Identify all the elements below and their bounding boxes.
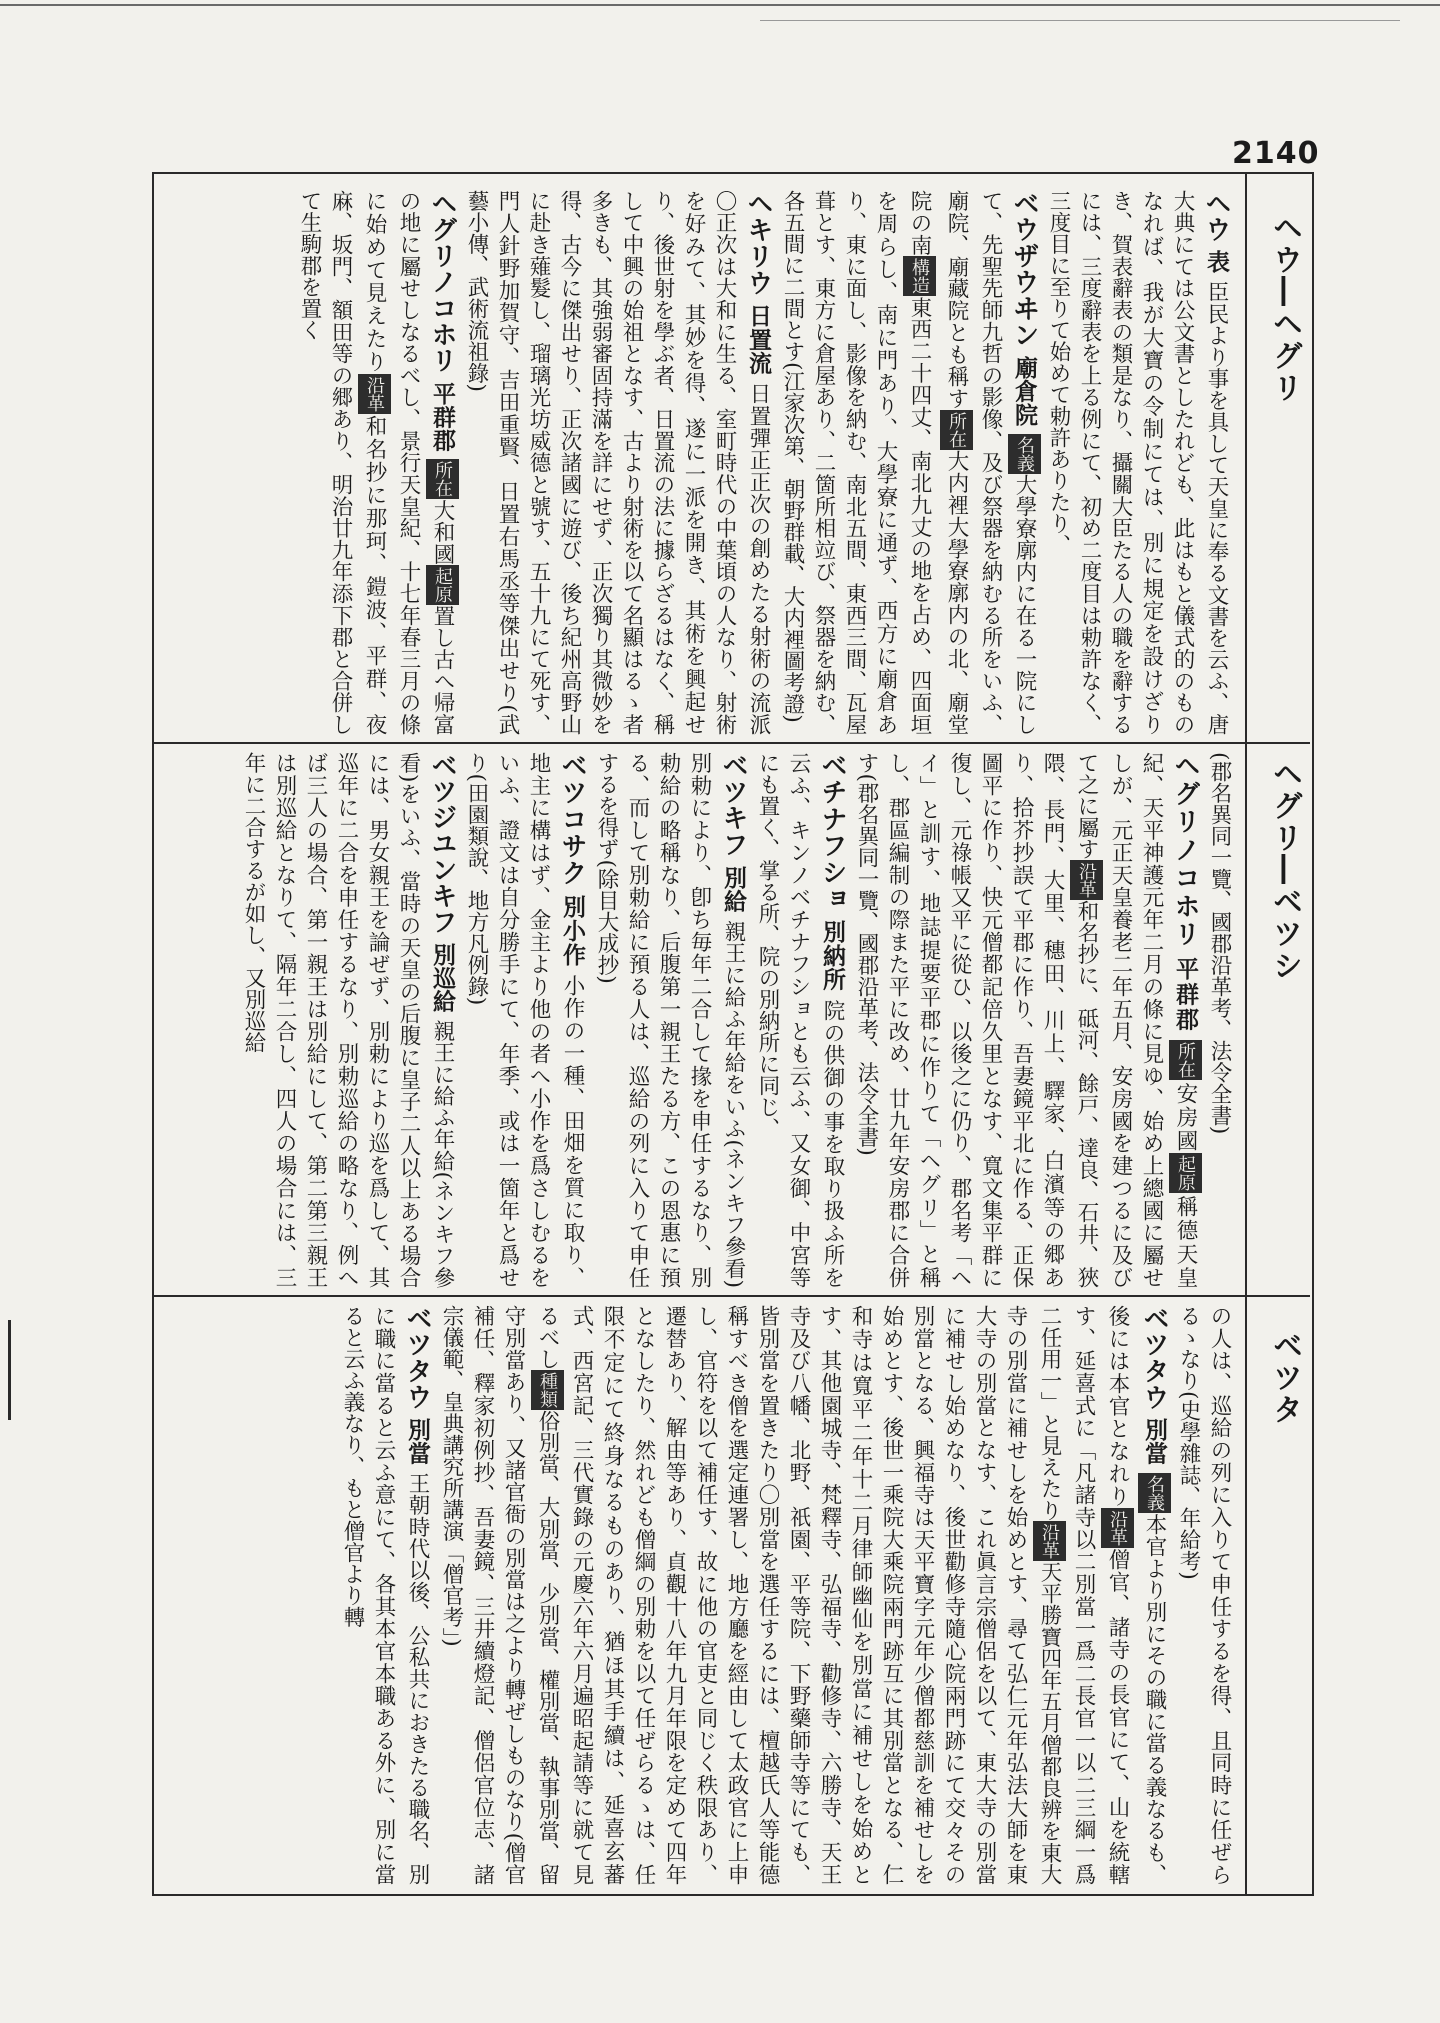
entry-beuzauin — [780, 190, 1037, 735]
running-head-top: ヘウ―ヘグリ — [1267, 212, 1302, 404]
entry-body: 親王に給ふ年給をいふ(ネンキフ參看)別勅により、卽ち毎年二合して掾を申任するなり、別勅給の略稱なり、后腹第一親王たる方、この恩惠に預る、而して別勅給に預る人は、巡給の列に入りて申任するを得ず(除目大成抄) — [594, 752, 746, 1288]
entry-tag: 名義 — [1008, 434, 1041, 474]
entry-betsujunkifu — [241, 752, 455, 1288]
entry-body: 王朝時代以後、公私共におきたる職名、別に職に當ると云ふ意にて、各其本官本職ある外に、別に當ると云ふ義なり、もと僧官より轉 — [340, 1305, 430, 1885]
entry-tag: 沿革 — [358, 374, 391, 414]
text-block-bottom — [175, 1305, 1235, 1885]
entry-tag: 起原 — [426, 565, 459, 605]
section-divider-upper — [152, 742, 1310, 744]
entry-bechinafusho — [755, 752, 845, 1288]
entry-body: 和名抄に那珂、鎧波、平群、夜麻、坂門、額田等の郷あり、明治廿九年添下郡と合併して生駒郡を置く — [297, 190, 387, 735]
entry-heading: ベウザウヰン — [1009, 190, 1039, 348]
entry-kanji: 平群郡 — [1172, 956, 1199, 1033]
entry-kanji: 別納所 — [819, 920, 846, 992]
entry-body: 僧官、諸寺の長官にて、山を統轄す、延喜式に「凡諸寺以二別當一爲二長官一以二三綱一爲二任用一」と見えたり — [1037, 1305, 1130, 1885]
entry-body: 臣民より事を具して天皇に奉る文書を云ふ、唐大典にては公文書としたれども、此はもと儀式的のものなれば、我が大寶の令制にては、別に規定を設けざりき、賀表辭表の類是なり、攝關大臣たる人の職を辭するには、三度辭表を上る例にて、初め二度目は勅許なく、三度目に至りて始めて勅許ありたり、 — [1046, 190, 1229, 735]
entry-body: 俗別當、大別當、少別當、權別當、執事別當、留守別當あり、又諸官衙の別當は之より轉ぜしものなり(僧官補任、釋家初例抄、吾妻鏡、三井續燈記、僧侶官位志、諸宗儀範、皇典講究所講演「僧官考」) — [439, 1305, 560, 1885]
entry-body: 小作の一種、田畑を質に取り、地主に構はず、金主より他の者へ小作を爲さしむるをいふ、證文は自分勝手にて、年季、或は一箇年と爲せり(田園類說、地方凡例錄) — [464, 752, 585, 1288]
entry-kanji: 別給 — [720, 865, 747, 913]
entry-betsukifu — [594, 752, 746, 1288]
entry-kanji: 表 — [1203, 250, 1230, 274]
entry-heading: ヘグリノコホリ — [427, 190, 457, 374]
entry-body: 東西二十四丈、南北九丈の地を占め、四面垣を周らし、南に門あり、大學寮に通ず、西方に廟倉あり、東に面し、影像を納む、南北五間、東西三間、瓦屋葺とす、東方に倉屋あり、二箇所相竝び、祭器を納む、各五間に二間とす(江家次第、朝野群載、大内裡圖考證) — [780, 190, 932, 735]
entry-continuation — [1176, 1305, 1232, 1885]
entry-tag: 沿革 — [1033, 1521, 1066, 1561]
entry-body: (郡名異同一覽、國郡沿革考、法令全書) — [1207, 752, 1232, 1135]
entry-body: 大内裡大學寮廓内の北、廟堂院の南 — [907, 190, 969, 735]
entry-body: 稱德天皇紀、天平神護元年二月の條に見ゆ、始め上總國に屬せしが、元正天皇養老二年五月、安房國を建つるに及びて之に屬す — [1074, 752, 1198, 1288]
entry-kanji: 別當 — [404, 1417, 431, 1465]
entry-continuation — [1207, 752, 1232, 1134]
entry-tag: 構造 — [903, 256, 936, 296]
entry-heading: ベツキフ — [718, 752, 748, 858]
running-head-bottom: ベツタ — [1267, 1330, 1302, 1426]
entry-betsutau-monk — [439, 1305, 1167, 1885]
entry-tag: 沿革 — [1070, 860, 1103, 900]
entry-kanji: 廟倉院 — [1011, 355, 1038, 426]
running-head-middle: ヘグリ―ベツシ — [1267, 758, 1302, 982]
entry-tag: 所在 — [1169, 1040, 1202, 1080]
entry-heading: ベツコサク — [557, 752, 587, 887]
entry-kanji: 平群郡 — [429, 381, 456, 452]
entry-body: 本官より別にその職に當る義なるも、後には本官となれり — [1105, 1305, 1167, 1885]
top-thin-line — [760, 20, 1400, 21]
entry-body: の人は、巡給の列に入りて申任するを得、且同時に任ぜらるゝなり(史學雜誌、年給考) — [1176, 1305, 1232, 1885]
entry-heguri-awa — [854, 752, 1198, 1288]
entry-heguri-yamato — [297, 190, 455, 735]
entry-tag: 沿革 — [1101, 1508, 1134, 1548]
entry-kanji: 別當 — [1141, 1418, 1168, 1466]
entry-betsutau-official — [340, 1305, 430, 1885]
running-head-rule — [1245, 172, 1247, 1894]
entry-body: 和名抄に、砥河、餘戸、達良、石井、狹隈、長門、大里、穗田、川上、驛家、白濱等の郷あり、拾芥抄誤て平郡に作り、吾妻鏡平北に作る、正保圖平に作り、快元僧都記倍久里となす、寬文集平群に復し、元祿帳又平に從ひ、以後之に仍り、郡名考「ヘイ」と訓す、地誌提要平郡に作りて「ヘグリ」と稱し、郡區編制の際また平に改め、廿九年安房郡に合併す(郡名異同一覽、國郡沿革考、法令全書) — [854, 752, 1099, 1288]
text-block-top — [175, 190, 1235, 735]
entry-tag: 起原 — [1169, 1153, 1202, 1193]
top-border-line — [0, 4, 1440, 6]
entry-body: 親王に給ふ年給(ネンキフ參看)をいふ、當時の天皇の后腹に皇子二人以上ある場合には、男女親王を論ぜず、別勅により巡を爲して、其巡年に二合を申任するなり、別勅巡給の略なり、例へば三人の場合、第一親王は別給にして、第二第三親王は別巡給となりて、隔年二合し、四人の場合には、三年に二合するが如し、又別巡給 — [241, 752, 455, 1288]
entry-tag: 所在 — [426, 459, 459, 499]
entry-kanji: 別小作 — [559, 894, 586, 967]
entry-hekiriu — [464, 190, 771, 735]
page-number: 2140 — [1232, 136, 1320, 171]
left-margin-mark — [8, 1320, 11, 1420]
entry-body: 天平勝寶四年五月僧都良辨を東大寺の別當に補せしを始めとす、尋て弘仁元年弘法大師を東大寺の別當となす、これ眞言宗僧侶を以て、東大寺の別當に補せし始めなり、後世勸修寺隨心院兩門跡にて交々その別當となる、興福寺は天平寶字元年少僧都慈訓を補せしを始めとす、後世一乘院大乘院兩門跡互に其別當となる、仁和寺は寬平二年十二月律師幽仙を別當に補せしを始めとす、其他園城寺、梵釋寺、弘福寺、勸修寺、六勝寺、天王寺及び八幡、北野、祇園、平等院、下野藥師寺等にても、皆別當を置きたり〇別當を選任するには、檀越氏人等能德稱すべき僧を選定連署し、地方廳を經由して太政官に上申し、官符を以て補任す、故に他の官吏と同じく秩限あり、遷替あり、解由等あり、貞觀十八年九月年限を定めて四年となしたり、然れども僧綱の別勅を以て任ぜらるゝは、任限不定にて終身なるものあり、猶ほ其手續は、延喜玄蕃式、西宮記、三代實錄の元慶六年六月遍昭起請等に就て見るべし — [535, 1305, 1062, 1885]
entry-tag: 所在 — [940, 410, 973, 450]
entry-heading: ベツジユンキフ — [427, 752, 457, 935]
entry-body: 大學寮廓内に在る一院にして、先聖先師九哲の影像、及び祭器を納むる所をいふ、廟院、廟藏院とも稱す — [944, 190, 1037, 735]
section-divider-lower — [152, 1295, 1310, 1297]
entry-tag: 名義 — [1138, 1473, 1171, 1513]
entry-heading: ベツタウ — [402, 1305, 432, 1410]
entry-tag: 種類 — [531, 1370, 564, 1410]
entry-body: 置し古へ帰富の地に屬せしなるべし、景行天皇紀、十七年春三月の條に始めて見えたり — [362, 190, 455, 735]
entry-kanji: 日置流 — [745, 304, 772, 375]
entry-heading: ベチナフショ — [817, 752, 847, 913]
entry-heu — [1046, 190, 1229, 735]
entry-heading: ヘウ — [1201, 190, 1231, 243]
entry-betsukosaku — [464, 752, 585, 1288]
entry-body: 大和國 — [430, 499, 455, 565]
entry-body: 日置彈正正次の創めたる射術の流派〇正次は大和に生る、室町時代の中葉頃の人なり、射術を好みて、其妙を得、遂に一派を開き、其術を興起せり、後世射を學ぶ者、日置流の法に據らざるはなく、稱して中興の始祖となす、古より射術を以て名顯はるゝ者多きも、其強弱審固持滿を詳にせず、正次獨り其微妙を得、古今に傑出せり、正次諸國に遊び、後ち紀州高野山に赴き薙髮し、瑠璃光坊威德と號す、五十九にて死す、門人針野加賀守、吉田重賢、日置右馬丞等傑出せり(武藝小傳、武術流祖錄) — [464, 190, 771, 735]
text-block-middle — [175, 752, 1235, 1288]
entry-heading: ヘグリノコホリ — [1170, 752, 1200, 949]
entry-body: 院の供御の事を取り扱ふ所を云ふ、キンノベチナフショとも云ふ、又女御、中宮等にも置く、掌る所、院の別納所に同じ、 — [755, 752, 845, 1288]
entry-kanji: 別巡給 — [429, 942, 456, 1013]
entry-body: 安房國 — [1173, 1080, 1198, 1154]
entry-heading: ベツタウ — [1139, 1305, 1169, 1411]
entry-heading: ヘキリウ — [743, 190, 773, 297]
